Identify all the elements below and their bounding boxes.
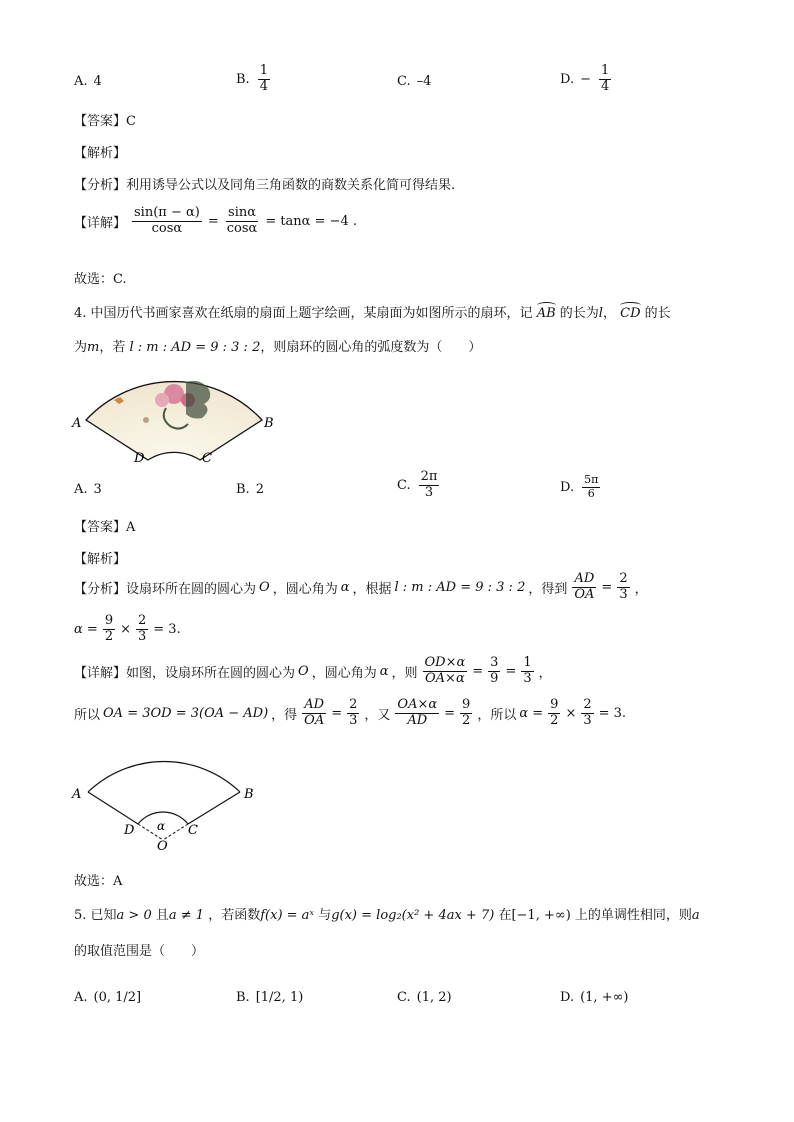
dashed-oc — [163, 824, 188, 840]
q4-fenxi-line1: 【分析】设扇环所在圆的圆心为 O ，圆心角为 α ，根据 l : m : AD = 9 : 3 : 2 ，得到 $\frac{AD}{OA}$ = $\frac{2}{3}$ ， — [74, 571, 648, 602]
q4-answer: 【答案】A — [74, 520, 136, 535]
fig2-label-alpha: α — [157, 819, 166, 833]
fig2-label-c: C — [188, 823, 198, 838]
q3-option-d: D. − $\frac{1}{4}$ — [560, 63, 610, 94]
fig1-label-b: B — [264, 416, 274, 431]
q4-stem-line1: 4. 中国历代书画家喜欢在纸扇的扇面上题字绘画，某扇面为如图所示的扇环，记 AB 的长为l， CD 的长 — [74, 306, 671, 321]
q5-option-a: A. (0, 1/2] — [74, 990, 142, 1005]
q3-xiangjie: 【详解】 $\frac{\sin(\pi - \alpha)}{\cos\alpha}$ = $\frac{\sin\alpha}{\cos\alpha}$ = tanα = −4 . — [74, 205, 358, 236]
q3-option-a: A. 4 — [74, 74, 102, 89]
q3-fenxi: 【分析】利用诱导公式以及同角三角函数的商数关系化简可得结果. — [74, 178, 456, 193]
q4-xiangjie-line2: 所以 OA = 3OD = 3(OA − AD) ，得 $\frac{AD}{OA}$ = $\frac{2}{3}$ ，又 $\frac{OA\times\alpha}{AD}$ = $\frac{9}{2}$ ，所以 α = $\frac{9}{2}$ × $\frac{2}{3}$ = 3. — [74, 697, 627, 728]
fig2-label-o: O — [157, 839, 168, 852]
q4-jiexi: 【解析】 — [74, 552, 127, 567]
outer-arc-ab — [88, 762, 240, 792]
fig1-label-a: A — [72, 416, 82, 431]
q5-option-c: C. (1, 2) — [397, 990, 452, 1005]
q4-stem-line2: 为m，若 l : m : AD = 9 : 3 : 2，则扇环的圆心角的弧度数为（ ） — [74, 340, 482, 355]
q3-answer: 【答案】C — [74, 114, 136, 129]
q3-jiexi: 【解析】 — [74, 146, 127, 161]
q4-option-a: A. 3 — [74, 482, 102, 497]
q4-xiangjie-line1: 【详解】如图，设扇环所在圆的圆心为 O ，圆心角为 α ，则 $\frac{OD\times\alpha}{OA\times\alpha}$ = $\frac{3}{9}$ = $\frac{1}{3}$ ， — [74, 655, 552, 686]
fig2-label-a: A — [72, 787, 82, 802]
fig2-label-b: B — [244, 787, 254, 802]
fig2-label-d: D — [124, 823, 135, 838]
q4-option-b: B. 2 — [236, 482, 264, 497]
q5-stem-line1: 5. 已知a > 0 且a ≠ 1 ，若函数f(x) = aˣ 与g(x) = log₂(x² + 4ax + 7) 在[−1, +∞) 上的单调性相同，则a — [74, 908, 700, 923]
segment-bc — [188, 792, 240, 824]
segment-ad — [88, 792, 138, 824]
fig1-label-c: C — [202, 451, 212, 466]
q3-option-b: B. $\frac{1}{4}$ — [236, 63, 268, 94]
q4-option-c: C. $\frac{2\pi}{3}$ — [397, 469, 438, 500]
leaves — [186, 381, 210, 419]
q5-stem-line2: 的取值范围是（ ） — [74, 944, 205, 959]
q4-conclusion: 故选：A — [74, 874, 123, 889]
q5-option-b: B. [1/2, 1) — [236, 990, 304, 1005]
fig1-label-d: D — [134, 451, 145, 466]
fan-geometry-figure — [66, 744, 266, 852]
q4-option-d: D. $\frac{5\pi}{6}$ — [560, 473, 599, 500]
q3-conclusion: 故选：C. — [74, 272, 127, 287]
q5-option-d: D. (1, +∞) — [560, 990, 629, 1005]
peony-flower — [155, 393, 169, 407]
petal-detail — [143, 417, 149, 423]
q4-fenxi-line2: α = $\frac{9}{2}$ × $\frac{2}{3}$ = 3. — [74, 613, 181, 644]
fan-painting-figure — [66, 364, 286, 466]
q3-option-c: C. –4 — [397, 74, 432, 89]
